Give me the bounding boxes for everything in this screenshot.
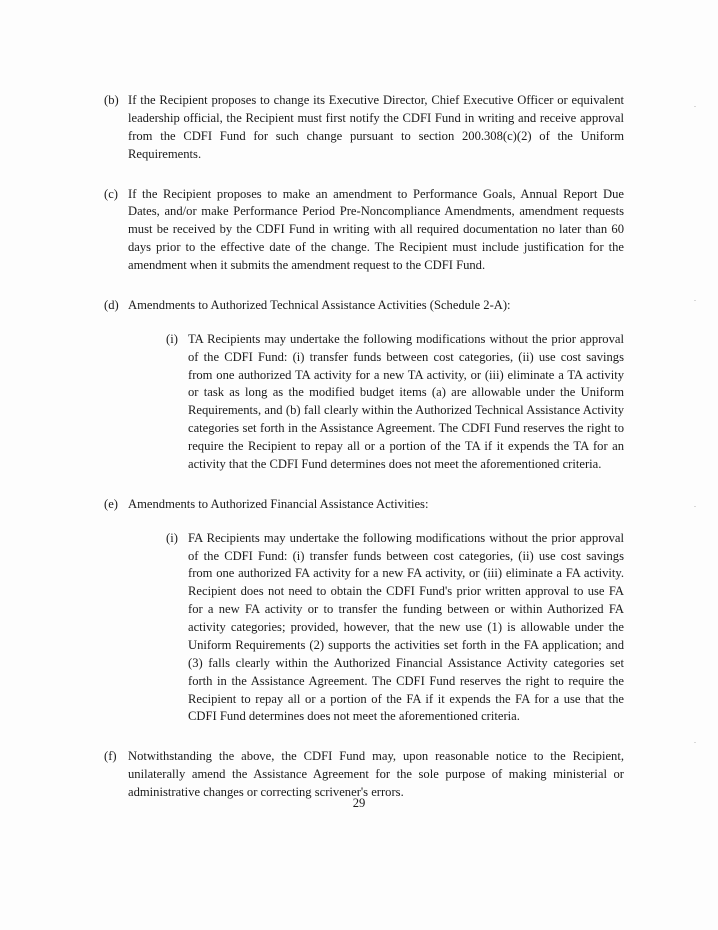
paragraph-d-i (166, 331, 624, 474)
paragraph-marker: (b) (104, 93, 119, 107)
paragraph-text: TA Recipients may undertake the following modifications without the prior approval of the CDFI Fund: (i) transfer funds between cost categories, (ii) use cost savings from one authorized TA activity for a new TA activity, or (iii) eliminate a TA activity or task as long as the modified budget items (a) are allowable under the Uniform Requirements, and (b) fall clearly within the Authorized Technical Assistance Activity categories set forth in the Assistance Agreement. The CDFI Fund reserves the right to require the Recipient to repay all or a portion of the TA if it expends the TA for an activity that the CDFI Fund determines does not meet the aforementioned criteria. (188, 331, 624, 471)
paragraph-marker: (f) (104, 749, 117, 764)
scan-edge-mark (694, 742, 696, 743)
paragraph-marker: (e) (104, 496, 118, 511)
paragraph-marker: (i) (166, 530, 178, 545)
paragraph-f (104, 748, 624, 802)
paragraph-text: FA Recipients may undertake the following modifications without the prior approval of the CDFI Fund: (i) transfer funds between cost categories, (ii) use cost savings from one authorized FA activity for a new FA activity, or (iii) eliminate a FA activity. Recipient does not need to obtain the CDFI Fund's prior written approval to use FA for a new FA activity or to transfer the funding between or within Authorized FA activity categories; provided, however, that the new use (1) is allowable under the Uniform Requirements (2) supports the activities set forth in the FA application; and (3) falls clearly within the Authorized Financial Assistance Activity categories set forth in the Assistance Agreement. The CDFI Fund reserves the right to require the Recipient to repay all or a portion of the FA if it expends the FA for a use that the CDFI Fund determines does not meet the aforementioned criteria. (188, 530, 624, 724)
paragraph-text: Notwithstanding the above, the CDFI Fund may, upon reasonable notice to the Recipient, unilaterally amend the Assistance Agreement for the sole purpose of making ministerial or administrative changes or correcting scrivener's errors. (128, 749, 624, 799)
paragraph-marker: (c) (104, 186, 118, 201)
paragraph-marker: (d) (104, 297, 119, 312)
scan-edge-mark (694, 106, 696, 107)
paragraph-e-i (166, 530, 624, 727)
paragraph-marker: (i) (166, 331, 178, 346)
page-number: 29 (352, 796, 366, 810)
scan-edge-mark (694, 300, 696, 301)
paragraph-d (104, 297, 624, 315)
paragraph-text: If the Recipient proposes to make an amendment to Performance Goals, Annual Report Due Dates, and/or make Performance Period Pre-Noncompliance Amendments, amendment requests must be received by the CDFI Fund in writing with all required documentation no later than 60 days prior to the effective date of the change. The Recipient must include justification for the amendment when it submits the amendment request to the CDFI Fund. (128, 186, 624, 272)
paragraph-e (104, 496, 624, 514)
paragraph-b (104, 92, 624, 164)
paragraph-text: If the Recipient proposes to change its Executive Director, Chief Executive Officer or equivalent leadership official, the Recipient must first notify the CDFI Fund in writing and receive approval from the CDFI Fund for such change pursuant to section 200.308(c)(2) of the Uniform Requirements. (128, 93, 624, 161)
paragraph-text: Amendments to Authorized Financial Assistance Activities: (128, 496, 429, 511)
scan-edge-mark (694, 506, 696, 507)
document-body (104, 92, 624, 816)
paragraph-c (104, 186, 624, 275)
paragraph-text: Amendments to Authorized Technical Assistance Activities (Schedule 2-A): (128, 297, 511, 312)
